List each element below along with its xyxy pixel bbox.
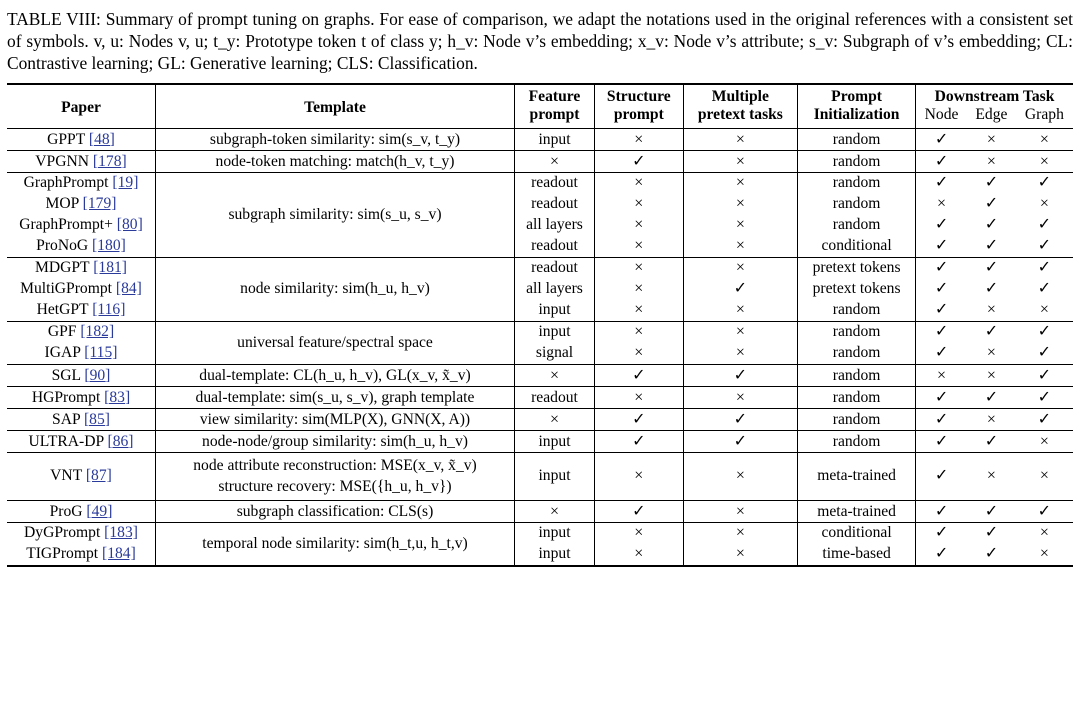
- paper-name: GPF: [47, 323, 81, 341]
- paper-name: IGAP: [44, 344, 85, 362]
- structure-prompt-cell: ×: [595, 453, 684, 501]
- initialization-cell: random: [798, 409, 916, 431]
- reference-link[interactable]: [116]: [92, 301, 126, 319]
- feature-prompt-cell: readout: [515, 236, 595, 258]
- reference-link[interactable]: [86]: [107, 432, 134, 450]
- multiple-pretext-cell: ×: [683, 387, 797, 409]
- downstream-graph-cell: ✓: [1037, 259, 1052, 277]
- paper-name: MOP: [45, 195, 83, 213]
- initialization-cell: pretext tokens: [798, 258, 916, 280]
- feature-prompt-cell: input: [515, 129, 595, 151]
- header-structure-1: Structure: [595, 84, 684, 106]
- multiple-pretext-cell: ×: [683, 236, 797, 258]
- table-row: [7, 523, 1073, 545]
- reference-link[interactable]: [80]: [116, 216, 143, 234]
- downstream-edge-cell: ✓: [984, 323, 999, 341]
- paper-cell: [7, 194, 156, 215]
- downstream-node-cell: ×: [916, 365, 967, 387]
- paper-cell: [7, 431, 156, 453]
- downstream-graph-cell: ✓: [1016, 387, 1073, 409]
- structure-prompt-cell: ×: [595, 523, 684, 545]
- header-feature-1: Feature: [515, 84, 595, 106]
- reference-link[interactable]: [182]: [80, 323, 115, 341]
- feature-prompt-cell: all layers: [515, 279, 595, 300]
- downstream-node-cell: ✓: [934, 216, 949, 234]
- caption-text: TABLE VIII: Summary of prompt tuning on graphs. For ease of comparison, we adapt the notations used in the original references with a consistent set of symbols. v, u: Nodes v, u; t_y: Prototype token t of class y; h_v: Node v’s embedding; x_v: Node v’s attribute; s_v: Subgraph of v’s embedding; CL: Contrastive learning; GL: Generative learning; CLS: Classification.: [7, 9, 1073, 73]
- feature-prompt-cell: readout: [515, 173, 595, 195]
- downstream-node-cell: ✓: [916, 409, 967, 431]
- structure-prompt-cell: ×: [595, 236, 684, 258]
- structure-prompt-cell: ×: [595, 194, 684, 215]
- initialization-cell: random: [798, 173, 916, 195]
- downstream-node-cell: ✓: [916, 236, 967, 258]
- feature-prompt-cell: readout: [515, 194, 595, 215]
- paper-cell: [7, 300, 156, 322]
- paper-cell: [7, 387, 156, 409]
- paper-name: GPPT: [47, 130, 89, 148]
- reference-link[interactable]: [48]: [88, 130, 115, 148]
- structure-prompt-cell: ×: [595, 343, 684, 365]
- reference-link[interactable]: [180]: [92, 237, 126, 255]
- downstream-graph-cell: ✓: [1016, 365, 1073, 387]
- feature-prompt-cell: input: [515, 453, 595, 501]
- table-row: [7, 173, 1073, 195]
- multiple-pretext-cell: ×: [683, 300, 797, 322]
- multiple-pretext-cell: ×: [683, 173, 797, 195]
- downstream-edge-cell: ✓: [967, 236, 1016, 258]
- downstream-graph-cell: ✓: [1037, 323, 1052, 341]
- paper-cell: [7, 322, 156, 344]
- downstream-graph-cell: ×: [1039, 524, 1049, 542]
- downstream-graph-cell: ✓: [1037, 174, 1052, 192]
- paper-name: GraphPrompt: [23, 174, 113, 192]
- multiple-pretext-cell: ×: [683, 453, 797, 501]
- downstream-graph-cell: ✓: [1016, 501, 1073, 523]
- downstream-graph-cell: ✓: [1037, 216, 1052, 234]
- feature-prompt-cell: input: [515, 322, 595, 344]
- paper-cell: [7, 409, 156, 431]
- multiple-pretext-cell: ×: [683, 258, 797, 280]
- reference-link[interactable]: [183]: [104, 524, 138, 542]
- initialization-cell: meta-trained: [798, 501, 916, 523]
- paper-cell: [7, 258, 156, 280]
- initialization-cell: random: [798, 215, 916, 236]
- multiple-pretext-cell: ×: [683, 343, 797, 365]
- downstream-edge-cell: ✓: [967, 544, 1016, 566]
- template-cell: dual-template: CL(h_u, h_v), GL(x_v, x̃_v): [156, 365, 515, 387]
- downstream-node-cell: ✓: [934, 280, 949, 298]
- initialization-cell: random: [798, 194, 916, 215]
- downstream-node-cell: ✓: [934, 174, 949, 192]
- downstream-node-cell: ✓: [916, 453, 967, 501]
- reference-link[interactable]: [19]: [112, 174, 139, 192]
- paper-cell: [7, 236, 156, 258]
- table-row: [7, 365, 1073, 387]
- downstream-edge-cell: ×: [967, 151, 1016, 173]
- initialization-cell: random: [798, 431, 916, 453]
- reference-link[interactable]: [85]: [83, 410, 110, 428]
- reference-link[interactable]: [184]: [102, 545, 136, 563]
- multiple-pretext-cell: ×: [683, 129, 797, 151]
- downstream-edge-cell: ✓: [967, 431, 1016, 453]
- multiple-pretext-cell: ×: [683, 544, 797, 566]
- structure-prompt-cell: ×: [595, 258, 684, 280]
- feature-prompt-cell: input: [515, 544, 595, 566]
- feature-prompt-cell: ×: [515, 151, 595, 173]
- structure-prompt-cell: ×: [595, 129, 684, 151]
- table-caption: [7, 8, 1073, 74]
- template-cell: subgraph classification: CLS(s): [156, 501, 515, 523]
- structure-prompt-cell: ✓: [595, 365, 684, 387]
- downstream-graph-cell: ✓: [1016, 343, 1073, 365]
- initialization-cell: conditional: [798, 236, 916, 258]
- multiple-pretext-cell: ✓: [683, 409, 797, 431]
- paper-cell: [7, 215, 156, 236]
- downstream-node-cell: ✓: [916, 431, 967, 453]
- structure-prompt-cell: ✓: [595, 409, 684, 431]
- table-row: [7, 453, 1073, 501]
- downstream-graph-cell: ✓: [1016, 409, 1073, 431]
- structure-prompt-cell: ×: [595, 387, 684, 409]
- header-feature-2: prompt: [515, 106, 595, 129]
- structure-prompt-cell: ×: [595, 173, 684, 195]
- downstream-node-cell: ✓: [916, 501, 967, 523]
- initialization-cell: conditional: [798, 523, 916, 545]
- initialization-cell: random: [798, 387, 916, 409]
- table-row: [7, 501, 1073, 523]
- feature-prompt-cell: signal: [515, 343, 595, 365]
- paper-cell: [7, 343, 156, 365]
- header-paper: Paper: [7, 84, 156, 129]
- downstream-edge-cell: ✓: [967, 387, 1016, 409]
- paper-name: MDGPT: [35, 259, 94, 277]
- template-line: structure recovery: MSE({h_u, h_v}): [218, 477, 452, 495]
- reference-link[interactable]: [181]: [93, 259, 127, 277]
- feature-prompt-cell: input: [515, 523, 595, 545]
- downstream-edge-cell: ×: [967, 300, 1016, 322]
- header-init-2: Initialization: [798, 106, 916, 129]
- downstream-graph-cell: ×: [1016, 453, 1073, 501]
- downstream-graph-cell: ×: [1016, 544, 1073, 566]
- template-cell: view similarity: sim(MLP(X), GNN(X, A)): [156, 409, 515, 431]
- table-row: [7, 322, 1073, 344]
- multiple-pretext-cell: ×: [683, 151, 797, 173]
- downstream-graph-cell: ×: [1016, 431, 1073, 453]
- feature-prompt-cell: readout: [515, 258, 595, 280]
- structure-prompt-cell: ×: [595, 322, 684, 344]
- downstream-node-cell: ✓: [934, 323, 949, 341]
- feature-prompt-cell: all layers: [515, 215, 595, 236]
- downstream-node-cell: ✓: [916, 129, 967, 151]
- template-cell: temporal node similarity: sim(h_t,u, h_t,v): [156, 523, 515, 567]
- structure-prompt-cell: ×: [595, 279, 684, 300]
- paper-cell: [7, 453, 156, 501]
- paper-name: HetGPT: [36, 301, 93, 319]
- reference-link[interactable]: [83]: [104, 388, 131, 406]
- initialization-cell: random: [798, 343, 916, 365]
- multiple-pretext-cell: ✓: [683, 431, 797, 453]
- table-row: [7, 129, 1073, 151]
- multiple-pretext-cell: ×: [683, 215, 797, 236]
- paper-cell: [7, 365, 156, 387]
- structure-prompt-cell: ✓: [595, 501, 684, 523]
- reference-link[interactable]: [178]: [92, 152, 127, 170]
- reference-link[interactable]: [179]: [82, 195, 117, 213]
- downstream-edge-cell: ×: [967, 129, 1016, 151]
- multiple-pretext-cell: ✓: [683, 365, 797, 387]
- template-cell: node similarity: sim(h_u, h_v): [156, 258, 515, 322]
- reference-link[interactable]: [90]: [84, 366, 111, 384]
- downstream-node-cell: ✓: [916, 544, 967, 566]
- downstream-graph-cell: ✓: [1037, 280, 1052, 298]
- downstream-graph-cell: ×: [1039, 195, 1049, 213]
- initialization-cell: random: [798, 300, 916, 322]
- summary-table: [7, 83, 1073, 567]
- template-cell: subgraph similarity: sim(s_u, s_v): [156, 173, 515, 258]
- table-row: [7, 387, 1073, 409]
- paper-name: ULTRA-DP: [28, 432, 108, 450]
- paper-name: ProNoG: [36, 237, 93, 255]
- paper-cell: [7, 501, 156, 523]
- downstream-node-cell: ✓: [916, 387, 967, 409]
- downstream-edge-cell: ✓: [984, 216, 999, 234]
- paper-name: VNT: [50, 467, 86, 485]
- structure-prompt-cell: ×: [595, 300, 684, 322]
- template-line: node attribute reconstruction: MSE(x_v, x̃_v): [193, 457, 477, 474]
- structure-prompt-cell: ✓: [595, 431, 684, 453]
- downstream-edge-cell: ×: [967, 409, 1016, 431]
- multiple-pretext-cell: ×: [683, 501, 797, 523]
- downstream-graph-cell: ×: [1016, 151, 1073, 173]
- reference-link[interactable]: [115]: [84, 344, 118, 362]
- header-multiple-1: Multiple: [683, 84, 797, 106]
- reference-link[interactable]: [49]: [86, 502, 113, 520]
- table-row: [7, 258, 1073, 280]
- downstream-edge-cell: ×: [967, 453, 1016, 501]
- multiple-pretext-cell: ×: [683, 523, 797, 545]
- downstream-node-cell: ✓: [916, 343, 967, 365]
- initialization-cell: random: [798, 365, 916, 387]
- paper-name: MultiGPrompt: [20, 280, 116, 298]
- paper-name: DyGPrompt: [24, 524, 105, 542]
- header-graph: Graph: [1016, 106, 1073, 129]
- paper-name: HGPrompt: [31, 388, 105, 406]
- paper-name: GraphPrompt+: [19, 216, 117, 234]
- downstream-node-cell: ×: [937, 195, 947, 213]
- initialization-cell: meta-trained: [798, 453, 916, 501]
- feature-prompt-cell: input: [515, 431, 595, 453]
- feature-prompt-cell: input: [515, 300, 595, 322]
- template-cell: [156, 453, 515, 501]
- downstream-edge-cell: ×: [967, 365, 1016, 387]
- multiple-pretext-cell: ×: [683, 322, 797, 344]
- paper-name: SAP: [52, 410, 84, 428]
- header-template: Template: [156, 84, 515, 129]
- initialization-cell: pretext tokens: [798, 279, 916, 300]
- reference-link[interactable]: [84]: [115, 280, 142, 298]
- template-cell: universal feature/spectral space: [156, 322, 515, 365]
- feature-prompt-cell: ×: [515, 409, 595, 431]
- template-cell: node-token matching: match(h_v, t_y): [156, 151, 515, 173]
- paper-cell: [7, 523, 156, 545]
- downstream-node-cell: ✓: [934, 524, 949, 542]
- template-cell: subgraph-token similarity: sim(s_v, t_y): [156, 129, 515, 151]
- downstream-node-cell: ✓: [934, 259, 949, 277]
- downstream-node-cell: ✓: [916, 151, 967, 173]
- downstream-edge-cell: ×: [967, 343, 1016, 365]
- table-row: [7, 431, 1073, 453]
- paper-name: VPGNN: [35, 152, 93, 170]
- header-node: Node: [916, 106, 967, 129]
- feature-prompt-cell: ×: [515, 365, 595, 387]
- paper-cell: [7, 173, 156, 195]
- header-init-1: Prompt: [798, 84, 916, 106]
- paper-name: ProG: [49, 502, 87, 520]
- initialization-cell: random: [798, 151, 916, 173]
- table-row: [7, 409, 1073, 431]
- header-structure-2: prompt: [595, 106, 684, 129]
- paper-cell: [7, 129, 156, 151]
- template-cell: node-node/group similarity: sim(h_u, h_v): [156, 431, 515, 453]
- reference-link[interactable]: [87]: [85, 467, 112, 485]
- table-row: [7, 151, 1073, 173]
- downstream-edge-cell: ✓: [984, 524, 999, 542]
- paper-name: TIGPrompt: [26, 545, 103, 563]
- multiple-pretext-cell: ×: [683, 194, 797, 215]
- structure-prompt-cell: ✓: [595, 151, 684, 173]
- downstream-node-cell: ✓: [916, 300, 967, 322]
- downstream-graph-cell: ×: [1016, 300, 1073, 322]
- header-edge: Edge: [967, 106, 1016, 129]
- initialization-cell: time-based: [798, 544, 916, 566]
- structure-prompt-cell: ×: [595, 544, 684, 566]
- header-multiple-2: pretext tasks: [683, 106, 797, 129]
- feature-prompt-cell: ×: [515, 501, 595, 523]
- downstream-graph-cell: ×: [1016, 129, 1073, 151]
- downstream-graph-cell: ✓: [1016, 236, 1073, 258]
- initialization-cell: random: [798, 129, 916, 151]
- downstream-edge-cell: ✓: [967, 501, 1016, 523]
- structure-prompt-cell: ×: [595, 215, 684, 236]
- paper-cell: [7, 279, 156, 300]
- header-downstream: Downstream Task: [916, 84, 1073, 106]
- template-cell: dual-template: sim(s_u, s_v), graph template: [156, 387, 515, 409]
- paper-cell: [7, 151, 156, 173]
- paper-cell: [7, 544, 156, 566]
- feature-prompt-cell: readout: [515, 387, 595, 409]
- initialization-cell: random: [798, 322, 916, 344]
- paper-name: SGL: [51, 366, 85, 384]
- downstream-edge-cell: ✓: [984, 259, 999, 277]
- downstream-edge-cell: ✓: [984, 280, 999, 298]
- downstream-edge-cell: ✓: [984, 174, 999, 192]
- multiple-pretext-cell: ✓: [683, 279, 797, 300]
- downstream-edge-cell: ✓: [984, 195, 999, 213]
